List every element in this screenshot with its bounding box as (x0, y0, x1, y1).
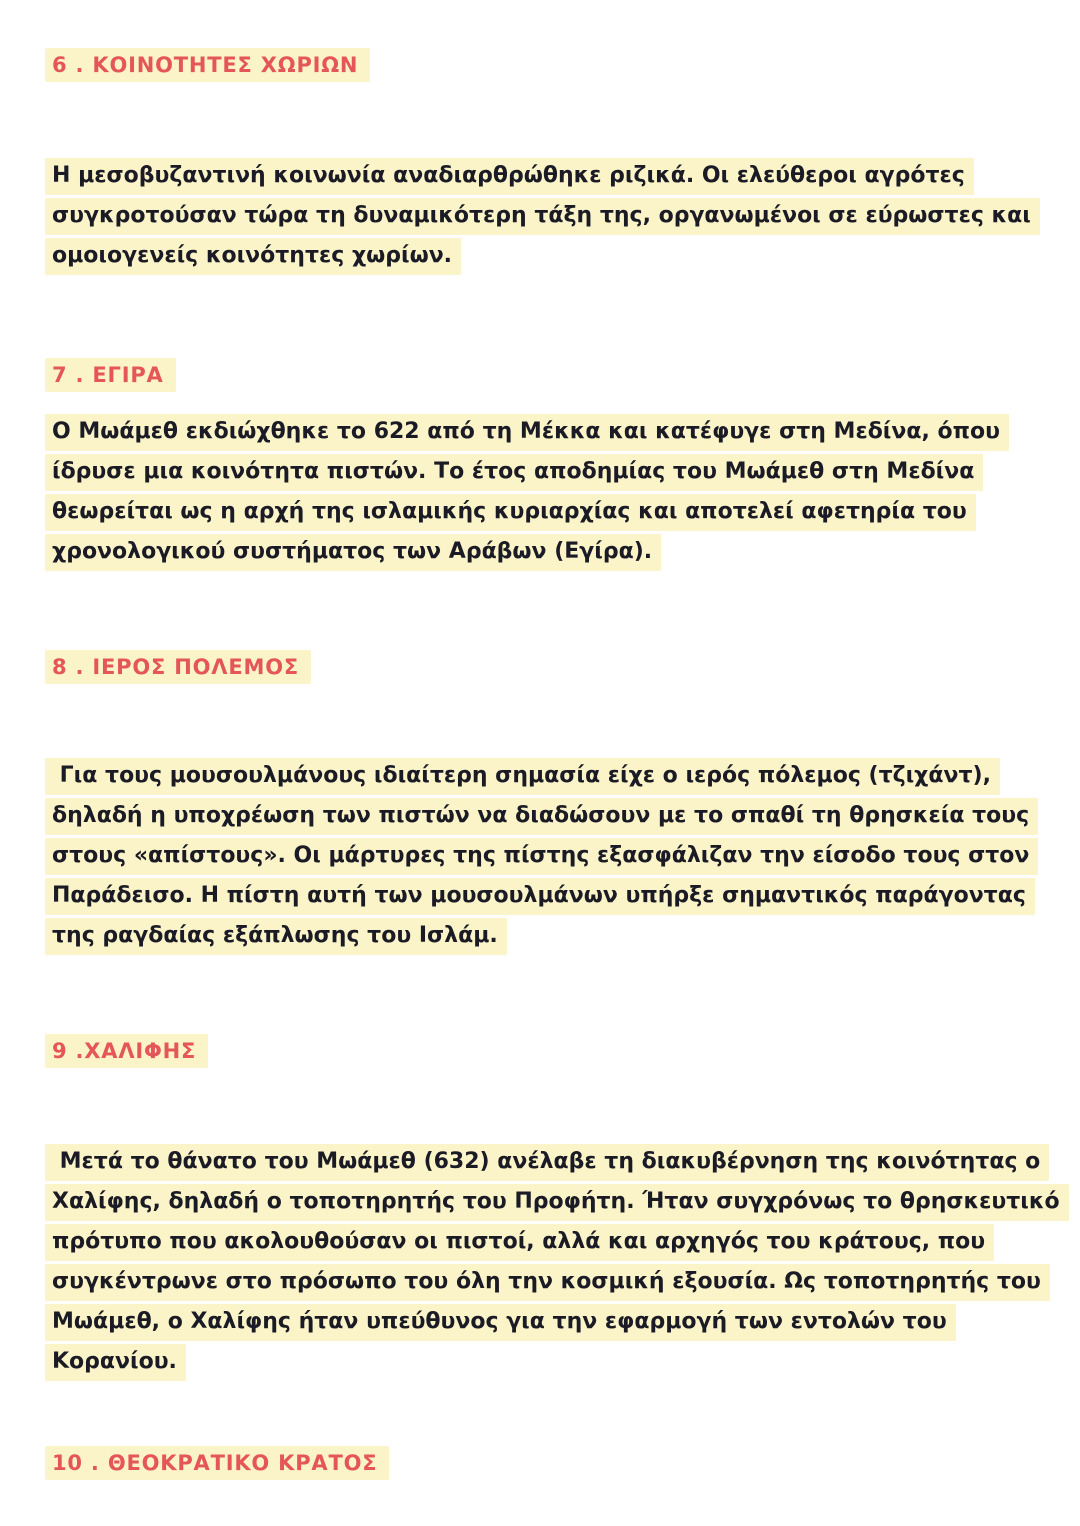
section-heading-6: 6 . ΚΟΙΝΟΤΗΤΕΣ ΧΩΡΙΩΝ (45, 48, 370, 82)
text-line: Η μεσοβυζαντινή κοινωνία αναδιαρθρώθηκε ριζικά. Οι ελεύθεροι αγρότες (45, 156, 1040, 196)
text-line: της ραγδαίας εξάπλωσης του Ισλάμ. (45, 916, 1040, 956)
text-line: Μωάμεθ, ο Χαλίφης ήταν υπεύθυνος για την εφαρμογή των εντολών του (45, 1302, 1040, 1342)
text-line: χρονολογικού συστήματος των Αράβων (Εγίρα). (45, 532, 1040, 572)
text-line: Ο Μωάμεθ εκδιώχθηκε το 622 από τη Μέκκα και κατέφυγε στη Μεδίνα, όπου (45, 412, 1040, 452)
text-line: στους «απίστους». Οι μάρτυρες της πίστης εξασφάλιζαν την είσοδο τους στον (45, 836, 1040, 876)
section-heading-8: 8 . ΙΕΡΟΣ ΠΟΛΕΜΟΣ (45, 650, 311, 684)
section-heading-7: 7 . ΕΓΙΡΑ (45, 358, 176, 392)
text-line: δηλαδή η υποχρέωση των πιστών να διαδώσουν με το σπαθί τη θρησκεία τους (45, 796, 1040, 836)
text-line: Παράδεισο. Η πίστη αυτή των μουσουλμάνων υπήρξε σημαντικός παράγοντας (45, 876, 1040, 916)
section-paragraph-9 (45, 1142, 1060, 1382)
section-paragraph-6 (45, 156, 1040, 276)
text-line: Κορανίου. (45, 1342, 1040, 1382)
text-line: ομοιογενείς κοινότητες χωρίων. (45, 236, 1040, 276)
text-line: θεωρείται ως η αρχή της ισλαμικής κυριαρχίας και αποτελεί αφετηρία του (45, 492, 1040, 532)
text-line: Για τους μουσουλμάνους ιδιαίτερη σημασία είχε ο ιερός πόλεμος (τζιχάντ), (45, 756, 1040, 796)
section-paragraph-8 (45, 756, 1040, 956)
text-line: πρότυπο που ακολουθούσαν οι πιστοί, αλλά και αρχηγός του κράτους, που (45, 1222, 1040, 1262)
text-line: συγκροτούσαν τώρα τη δυναμικότερη τάξη της, οργανωμένοι σε εύρωστες και (45, 196, 1040, 236)
section-heading-10: 10 . ΘΕΟΚΡΑΤΙΚΟ ΚΡΑΤΟΣ (45, 1446, 389, 1480)
text-line: συγκέντρωνε στο πρόσωπο του όλη την κοσμική εξουσία. Ως τοποτηρητής του (45, 1262, 1040, 1302)
section-heading-9: 9 .ΧΑΛΙΦΗΣ (45, 1034, 208, 1068)
section-paragraph-7 (45, 412, 1040, 572)
text-line: ίδρυσε μια κοινότητα πιστών. Το έτος αποδημίας του Μωάμεθ στη Μεδίνα (45, 452, 1040, 492)
text-line: Χαλίφης, δηλαδή ο τοποτηρητής του Προφήτη. Ήταν συγχρόνως το θρησκευτικό (45, 1182, 1040, 1222)
text-line: Μετά το θάνατο του Μωάμεθ (632) ανέλαβε τη διακυβέρνηση της κοινότητας ο (45, 1142, 1040, 1182)
